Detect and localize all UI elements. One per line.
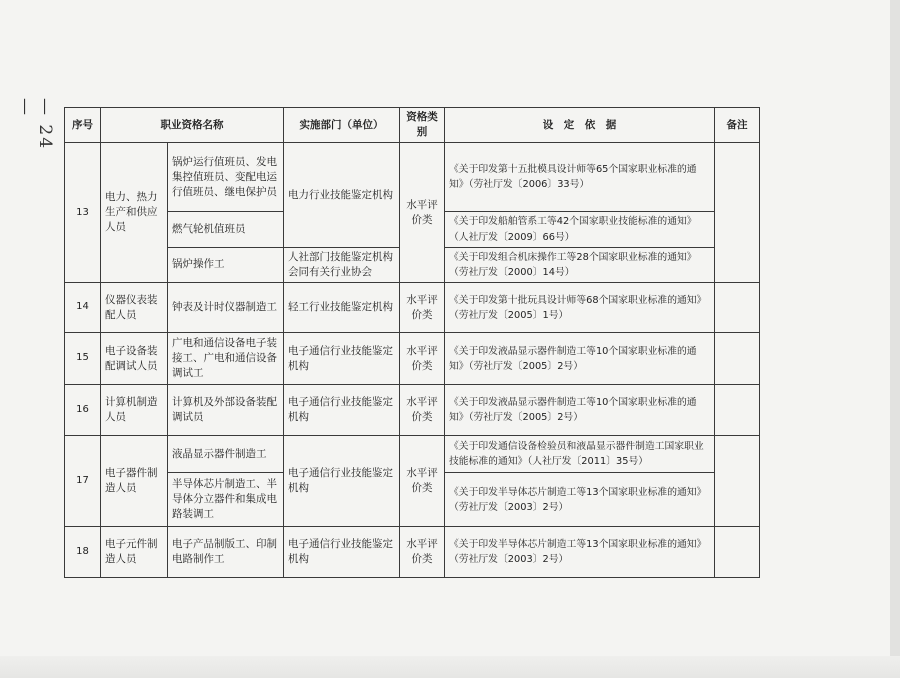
header-category: 资格类别 (400, 108, 445, 143)
name-cell: 燃气轮机值班员 (168, 212, 284, 247)
dept-cell: 电力行业技能鉴定机构 (284, 143, 400, 247)
seq-cell: 17 (65, 436, 101, 527)
basis-cell: 《关于印发第十批玩具设计师等68个国家职业标准的通知》（劳社厅发〔2005〕1号） (445, 283, 715, 333)
scan-edge (890, 0, 900, 678)
basis-cell: 《关于印发半导体芯片制造工等13个国家职业标准的通知》（劳社厅发〔2003〕2号） (445, 527, 715, 578)
basis-cell: 《关于印发船舶管系工等42个国家职业技能标准的通知》（人社厅发〔2009〕66号） (445, 212, 715, 247)
occupation-cell: 电子设备装配调试人员 (101, 333, 168, 385)
occupation-cell: 电力、热力生产和供应人员 (101, 143, 168, 283)
occupation-cell: 仪器仪表装配人员 (101, 283, 168, 333)
category-cell: 水平评价类 (400, 283, 445, 333)
category-cell: 水平评价类 (400, 527, 445, 578)
remark-cell (715, 333, 760, 385)
seq-cell: 14 (65, 283, 101, 333)
occupation-cell: 电子元件制造人员 (101, 527, 168, 578)
basis-cell: 《关于印发液晶显示器件制造工等10个国家职业标准的通知》（劳社厅发〔2005〕2号） (445, 333, 715, 385)
dept-cell: 人社部门技能鉴定机构会同有关行业协会 (284, 247, 400, 282)
name-cell: 广电和通信设备电子装接工、广电和通信设备调试工 (168, 333, 284, 385)
name-cell: 锅炉操作工 (168, 247, 284, 282)
basis-cell: 《关于印发通信设备检验员和液晶显示器件制造工国家职业技能标准的通知》（人社厅发〔2011〕35号） (445, 436, 715, 473)
seq-cell: 18 (65, 527, 101, 578)
remark-cell (715, 385, 760, 436)
remark-cell (715, 436, 760, 527)
dept-cell: 电子通信行业技能鉴定机构 (284, 385, 400, 436)
table-row (65, 333, 760, 385)
seq-cell: 16 (65, 385, 101, 436)
basis-cell: 《关于印发组合机床操作工等28个国家职业标准的通知》（劳社厅发〔2000〕14号） (445, 247, 715, 282)
table-row (65, 283, 760, 333)
header-row (65, 108, 760, 143)
category-cell: 水平评价类 (400, 143, 445, 283)
occupation-cell: 计算机制造人员 (101, 385, 168, 436)
table-row (65, 527, 760, 578)
name-cell: 锅炉运行值班员、发电集控值班员、变配电运行值班员、继电保护员 (168, 143, 284, 212)
header-remark: 备注 (715, 108, 760, 143)
remark-cell (715, 143, 760, 283)
category-cell: 水平评价类 (400, 436, 445, 527)
name-cell: 钟表及计时仪器制造工 (168, 283, 284, 333)
header-seq: 序号 (65, 108, 101, 143)
remark-cell (715, 283, 760, 333)
category-cell: 水平评价类 (400, 385, 445, 436)
remark-cell (715, 527, 760, 578)
qualification-table (64, 107, 760, 578)
header-dept: 实施部门（单位） (284, 108, 400, 143)
name-cell: 液晶显示器件制造工 (168, 436, 284, 473)
dept-cell: 电子通信行业技能鉴定机构 (284, 333, 400, 385)
seq-cell: 15 (65, 333, 101, 385)
name-cell: 半导体芯片制造工、半导体分立器件和集成电路装调工 (168, 473, 284, 527)
basis-cell: 《关于印发第十五批模具设计师等65个国家职业标准的通知》（劳社厅发〔2006〕33号） (445, 143, 715, 212)
table-row (65, 385, 760, 436)
basis-cell: 《关于印发液晶显示器件制造工等10个国家职业标准的通知》（劳社厅发〔2005〕2号） (445, 385, 715, 436)
occupation-cell: 电子器件制造人员 (101, 436, 168, 527)
name-cell: 计算机及外部设备装配调试员 (168, 385, 284, 436)
header-basis: 设 定 依 据 (445, 108, 715, 143)
dept-cell: 电子通信行业技能鉴定机构 (284, 527, 400, 578)
basis-cell: 《关于印发半导体芯片制造工等13个国家职业标准的通知》（劳社厅发〔2003〕2号） (445, 473, 715, 527)
name-cell: 电子产品制版工、印制电路制作工 (168, 527, 284, 578)
dept-cell: 电子通信行业技能鉴定机构 (284, 436, 400, 527)
table-row (65, 143, 760, 212)
table-row (65, 436, 760, 473)
seq-cell: 13 (65, 143, 101, 283)
page-number: — 24 — (15, 98, 55, 151)
category-cell: 水平评价类 (400, 333, 445, 385)
dept-cell: 轻工行业技能鉴定机构 (284, 283, 400, 333)
header-name: 职业资格名称 (101, 108, 284, 143)
scan-bottom-band (0, 656, 900, 678)
